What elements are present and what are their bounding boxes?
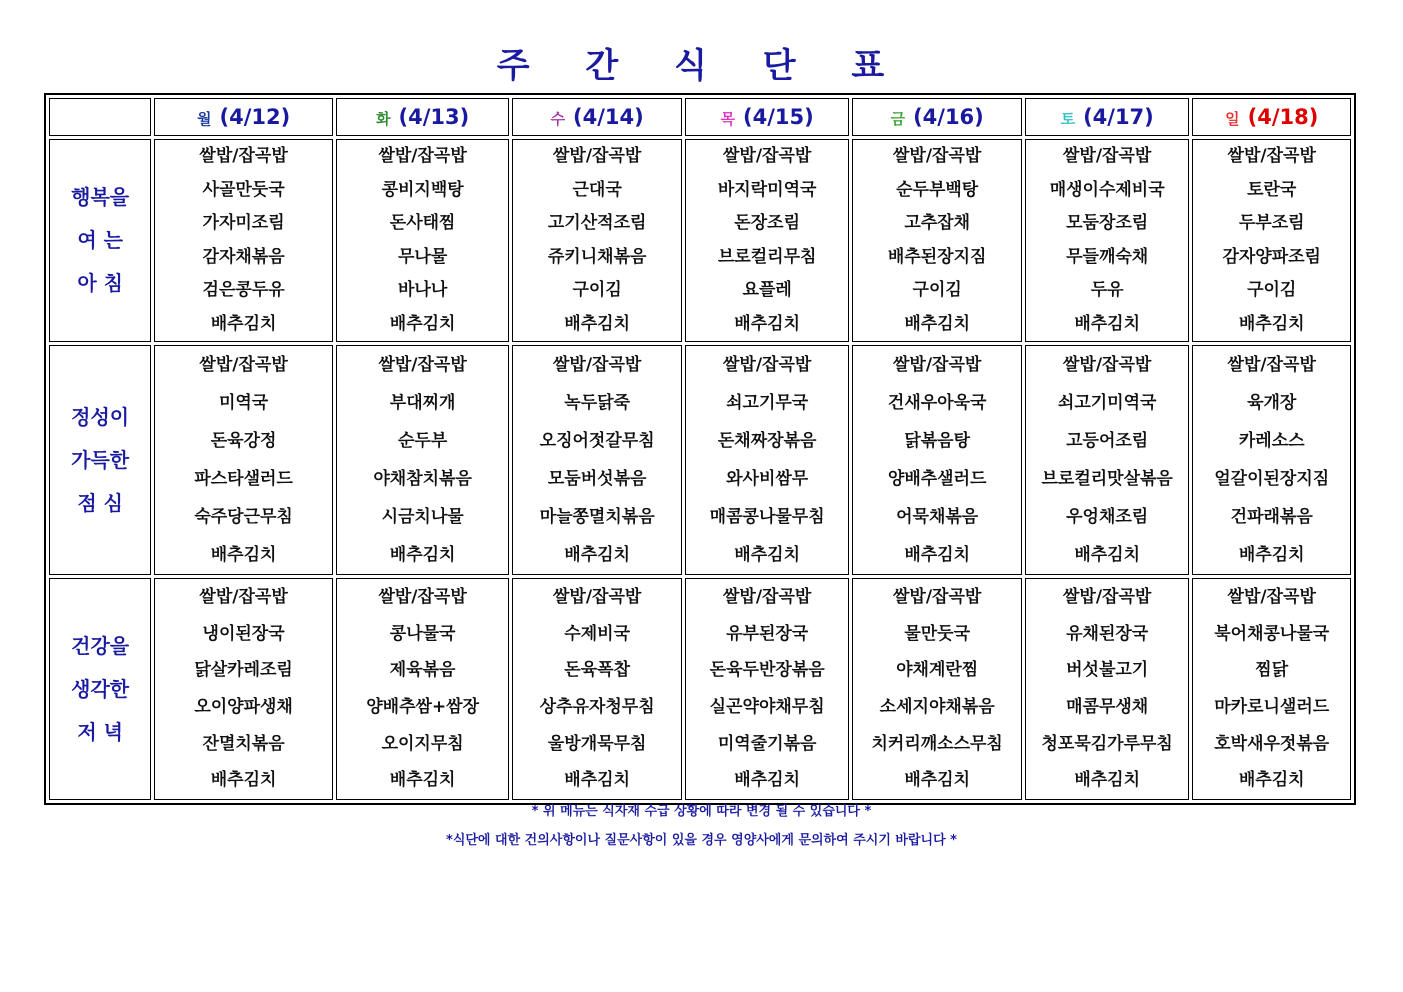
dish-item: 미역국 bbox=[218, 393, 269, 413]
day-icon: 월 bbox=[196, 109, 212, 128]
day-icon: 목 bbox=[720, 109, 736, 128]
dish-item: 무나물 bbox=[397, 246, 448, 267]
dish-item: 쌀밥/잡곡밥 bbox=[722, 355, 812, 375]
meal-name-line: 아 침 bbox=[77, 271, 123, 295]
dish-item: 쌀밥/잡곡밥 bbox=[1227, 587, 1316, 607]
menu-cell bbox=[336, 345, 510, 575]
day-header bbox=[336, 98, 510, 136]
menu-cell bbox=[154, 578, 333, 800]
dish-item: 배추김치 bbox=[389, 770, 456, 791]
dish-item: 쌀밥/잡곡밥 bbox=[378, 355, 467, 375]
dish-item: 배추김치 bbox=[564, 313, 630, 334]
day-date: (4/15) bbox=[743, 105, 814, 129]
menu-cell bbox=[1192, 345, 1351, 575]
note-line: *식단에 대한 건의사항이나 질문사항이 있을 경우 영양사에게 문의하여 주시기 바랍니다 * bbox=[446, 833, 957, 848]
dish-item: 순두부 bbox=[397, 431, 448, 451]
dish-item: 미역줄기볶음 bbox=[717, 733, 817, 754]
dish-item: 검은콩두유 bbox=[202, 280, 285, 300]
dish-item: 배추김치 bbox=[564, 545, 630, 565]
meal-name-line: 정성이 bbox=[71, 404, 130, 429]
dish-item: 잔멸치볶음 bbox=[202, 733, 285, 754]
dish-item: 두유 bbox=[1090, 280, 1124, 300]
dish-item: 쌀밥/잡곡밥 bbox=[378, 146, 467, 166]
dish-item: 바지락미역국 bbox=[717, 179, 817, 200]
dish-item: 배추김치 bbox=[1238, 313, 1305, 334]
dish-item: 카레소스 bbox=[1238, 431, 1305, 451]
dish-item: 유부된장국 bbox=[726, 623, 809, 644]
dish-item: 돈사태찜 bbox=[389, 213, 456, 233]
day-icon: 수 bbox=[550, 109, 566, 128]
dish-item: 청포묵김가루무침 bbox=[1041, 733, 1173, 754]
dish-item: 물만둣국 bbox=[904, 623, 971, 644]
dish-item: 오징어젓갈무침 bbox=[539, 431, 655, 451]
dish-item: 야채계란찜 bbox=[896, 660, 979, 681]
dish-item: 쌀밥/잡곡밥 bbox=[552, 587, 642, 607]
dish-item: 구이김 bbox=[912, 280, 962, 300]
dish-item: 오이지무침 bbox=[381, 733, 464, 754]
dish-item: 쌀밥/잡곡밥 bbox=[722, 587, 812, 607]
dish-item: 배추김치 bbox=[1074, 313, 1141, 334]
dish-item: 두부조림 bbox=[1238, 213, 1305, 233]
menu-cell bbox=[852, 139, 1022, 342]
dish-item: 배추김치 bbox=[210, 770, 277, 791]
dish-item: 건파래볶음 bbox=[1230, 507, 1313, 527]
dish-item: 배추김치 bbox=[1074, 770, 1141, 791]
dish-item: 야채참치볶음 bbox=[373, 469, 472, 489]
dish-item: 배추김치 bbox=[734, 313, 800, 334]
dish-item: 부대찌개 bbox=[389, 393, 456, 413]
dish-item: 숙주당근무침 bbox=[194, 507, 293, 527]
dish-item: 쌀밥/잡곡밥 bbox=[893, 146, 982, 166]
note-line: * 위 메뉴는 식자재 수급 상황에 따라 변경 될 수 있습니다 * bbox=[531, 804, 872, 819]
meal-name-line: 가득한 bbox=[71, 447, 130, 472]
meal-name-cell bbox=[49, 139, 151, 342]
meal-name-line: 건강을 bbox=[71, 633, 130, 658]
dish-item: 배추김치 bbox=[904, 545, 971, 565]
dish-item: 콩비지백탕 bbox=[381, 179, 464, 200]
dish-item: 돈육두반장볶음 bbox=[709, 660, 825, 681]
menu-cell bbox=[154, 345, 333, 575]
menu-cell bbox=[685, 345, 850, 575]
dish-item: 건새우아욱국 bbox=[887, 393, 987, 413]
dish-item: 배추김치 bbox=[734, 770, 800, 791]
dish-item: 쌀밥/잡곡밥 bbox=[1227, 146, 1316, 166]
menu-cell bbox=[1025, 139, 1190, 342]
dish-item: 콩나물국 bbox=[389, 623, 456, 644]
dish-item: 녹두닭죽 bbox=[564, 393, 630, 413]
day-date: (4/17) bbox=[1083, 105, 1154, 129]
dish-item: 배추된장지짐 bbox=[887, 246, 987, 267]
dish-item: 구이김 bbox=[572, 280, 622, 300]
meal-row bbox=[49, 139, 1351, 342]
dish-item: 소세지야채볶음 bbox=[879, 697, 995, 718]
day-icon: 일 bbox=[1225, 109, 1240, 128]
day-header bbox=[852, 98, 1022, 136]
dish-item: 유채된장국 bbox=[1066, 623, 1149, 644]
corner-cell bbox=[49, 98, 151, 136]
dish-item: 쌀밥/잡곡밥 bbox=[1063, 355, 1152, 375]
dish-item: 배추김치 bbox=[210, 545, 277, 565]
meal-name-cell bbox=[49, 578, 151, 800]
dish-item: 쌀밥/잡곡밥 bbox=[199, 587, 288, 607]
dish-item: 배추김치 bbox=[210, 313, 277, 334]
dish-item: 돈육폭찹 bbox=[564, 660, 630, 681]
dish-item: 양배추샐러드 bbox=[887, 469, 987, 489]
dish-item: 배추김치 bbox=[1238, 770, 1305, 791]
menu-cell bbox=[1025, 578, 1190, 800]
dish-item: 감자채볶음 bbox=[202, 246, 285, 267]
dish-item: 치커리깨소스무침 bbox=[871, 733, 1003, 754]
dish-item: 매콤콩나물무침 bbox=[709, 507, 825, 527]
menu-cell bbox=[512, 345, 682, 575]
dish-item: 쌀밥/잡곡밥 bbox=[199, 355, 288, 375]
day-header bbox=[512, 98, 682, 136]
day-date: (4/13) bbox=[398, 105, 470, 129]
dish-item: 파스타샐러드 bbox=[194, 469, 293, 489]
dish-item: 근대국 bbox=[572, 179, 622, 200]
meal-name-cell bbox=[49, 345, 151, 575]
meal-name-line: 점 심 bbox=[77, 490, 123, 515]
dish-item: 매생이수제비국 bbox=[1049, 179, 1165, 200]
menu-cell bbox=[852, 345, 1022, 575]
dish-item: 감자양파조림 bbox=[1222, 246, 1321, 267]
dish-item: 고추잡채 bbox=[904, 213, 971, 233]
dish-item: 돈채짜장볶음 bbox=[717, 431, 817, 451]
dish-item: 와사비쌈무 bbox=[726, 469, 809, 489]
dish-item: 시금치나물 bbox=[381, 507, 464, 527]
page-title: 주 간 식 단 표 bbox=[496, 46, 907, 86]
menu-cell bbox=[852, 578, 1022, 800]
day-header bbox=[1025, 98, 1190, 136]
dish-item: 육개장 bbox=[1247, 393, 1297, 413]
notes bbox=[0, 797, 1403, 855]
dish-item: 쌀밥/잡곡밥 bbox=[378, 587, 467, 607]
dish-item: 배추김치 bbox=[1238, 545, 1305, 565]
dish-item: 돈장조림 bbox=[734, 213, 800, 233]
dish-item: 돈육강정 bbox=[210, 431, 277, 451]
day-date: (4/12) bbox=[219, 105, 291, 129]
day-date: (4/14) bbox=[573, 105, 644, 129]
dish-item: 고등어조림 bbox=[1066, 431, 1149, 451]
dish-item: 가자미조림 bbox=[202, 213, 285, 233]
menu-cell bbox=[336, 578, 510, 800]
menu-cell bbox=[154, 139, 333, 342]
weekly-menu-table bbox=[44, 93, 1356, 805]
dish-item: 쇠고기무국 bbox=[726, 393, 809, 413]
dish-item: 바나나 bbox=[397, 280, 448, 300]
dish-item: 배추김치 bbox=[564, 770, 630, 791]
meal-row bbox=[49, 578, 1351, 800]
dish-item: 찜닭 bbox=[1255, 660, 1289, 681]
meal-name-line: 여 는 bbox=[77, 228, 123, 252]
dish-item: 쌀밥/잡곡밥 bbox=[893, 355, 982, 375]
dish-item: 요플레 bbox=[742, 280, 792, 300]
day-date: (4/18) bbox=[1247, 105, 1319, 129]
dish-item: 쌀밥/잡곡밥 bbox=[552, 146, 642, 166]
menu-cell bbox=[336, 139, 510, 342]
dish-item: 수제비국 bbox=[564, 623, 630, 644]
dish-item: 모둠버섯볶음 bbox=[547, 469, 647, 489]
menu-cell bbox=[685, 139, 850, 342]
dish-item: 쌀밥/잡곡밥 bbox=[893, 587, 982, 607]
meal-row bbox=[49, 345, 1351, 575]
dish-item: 배추김치 bbox=[904, 313, 971, 334]
header-row bbox=[49, 98, 1351, 136]
dish-item: 쌀밥/잡곡밥 bbox=[722, 146, 812, 166]
dish-item: 배추김치 bbox=[1074, 545, 1141, 565]
dish-item: 모둠장조림 bbox=[1066, 213, 1149, 233]
day-date: (4/16) bbox=[913, 105, 984, 129]
day-header bbox=[1192, 98, 1351, 136]
menu-cell bbox=[1192, 139, 1351, 342]
meal-name-line: 생각한 bbox=[71, 676, 130, 701]
dish-item: 어묵채볶음 bbox=[896, 507, 979, 527]
menu-cell bbox=[512, 578, 682, 800]
menu-cell bbox=[1025, 345, 1190, 575]
dish-item: 매콤무생채 bbox=[1066, 697, 1149, 718]
dish-item: 토란국 bbox=[1247, 179, 1297, 200]
meal-name-line: 저 녁 bbox=[77, 719, 123, 744]
dish-item: 배추김치 bbox=[904, 770, 971, 791]
dish-item: 사골만둣국 bbox=[202, 179, 285, 200]
dish-item: 울방개묵무침 bbox=[547, 733, 647, 754]
dish-item: 순두부백탕 bbox=[896, 179, 979, 200]
dish-item: 마늘쫑멸치볶음 bbox=[539, 507, 655, 527]
dish-item: 양배추쌈+쌈장 bbox=[366, 697, 480, 718]
dish-item: 쌀밥/잡곡밥 bbox=[1063, 146, 1152, 166]
dish-item: 우엉채조림 bbox=[1066, 507, 1149, 527]
dish-item: 브로컬리무침 bbox=[717, 246, 817, 267]
dish-item: 쥬키니채볶음 bbox=[547, 246, 647, 267]
dish-item: 냉이된장국 bbox=[202, 623, 285, 644]
dish-item: 고기산적조림 bbox=[547, 213, 647, 233]
menu-cell bbox=[685, 578, 850, 800]
dish-item: 얼갈이된장지짐 bbox=[1214, 469, 1330, 489]
dish-item: 실곤약야채무침 bbox=[709, 697, 825, 718]
menu-cell bbox=[1192, 578, 1351, 800]
dish-item: 배추김치 bbox=[389, 545, 456, 565]
day-header bbox=[685, 98, 850, 136]
dish-item: 제육볶음 bbox=[389, 660, 456, 681]
dish-item: 상추유자청무침 bbox=[539, 697, 655, 718]
dish-item: 호박새우젓볶음 bbox=[1214, 733, 1330, 754]
day-icon: 토 bbox=[1060, 109, 1076, 128]
dish-item: 쌀밥/잡곡밥 bbox=[1063, 587, 1152, 607]
day-header bbox=[154, 98, 333, 136]
day-icon: 화 bbox=[376, 109, 391, 128]
dish-item: 마카로니샐러드 bbox=[1214, 697, 1330, 718]
meal-name-line: 행복을 bbox=[71, 185, 130, 209]
dish-item: 쌀밥/잡곡밥 bbox=[1227, 355, 1316, 375]
dish-item: 오이양파생채 bbox=[194, 697, 293, 718]
dish-item: 구이김 bbox=[1247, 280, 1297, 300]
dish-item: 배추김치 bbox=[734, 545, 800, 565]
menu-cell bbox=[512, 139, 682, 342]
day-icon: 금 bbox=[890, 109, 906, 128]
dish-item: 닭살카레조림 bbox=[194, 660, 293, 681]
dish-item: 버섯불고기 bbox=[1066, 660, 1149, 681]
dish-item: 브로컬리맛살볶음 bbox=[1041, 469, 1173, 489]
dish-item: 쇠고기미역국 bbox=[1057, 393, 1157, 413]
dish-item: 쌀밥/잡곡밥 bbox=[552, 355, 642, 375]
dish-item: 배추김치 bbox=[389, 313, 456, 334]
dish-item: 닭볶음탕 bbox=[904, 431, 971, 451]
dish-item: 북어채콩나물국 bbox=[1214, 623, 1330, 644]
dish-item: 무들깨숙채 bbox=[1066, 246, 1149, 267]
dish-item: 쌀밥/잡곡밥 bbox=[199, 146, 288, 166]
